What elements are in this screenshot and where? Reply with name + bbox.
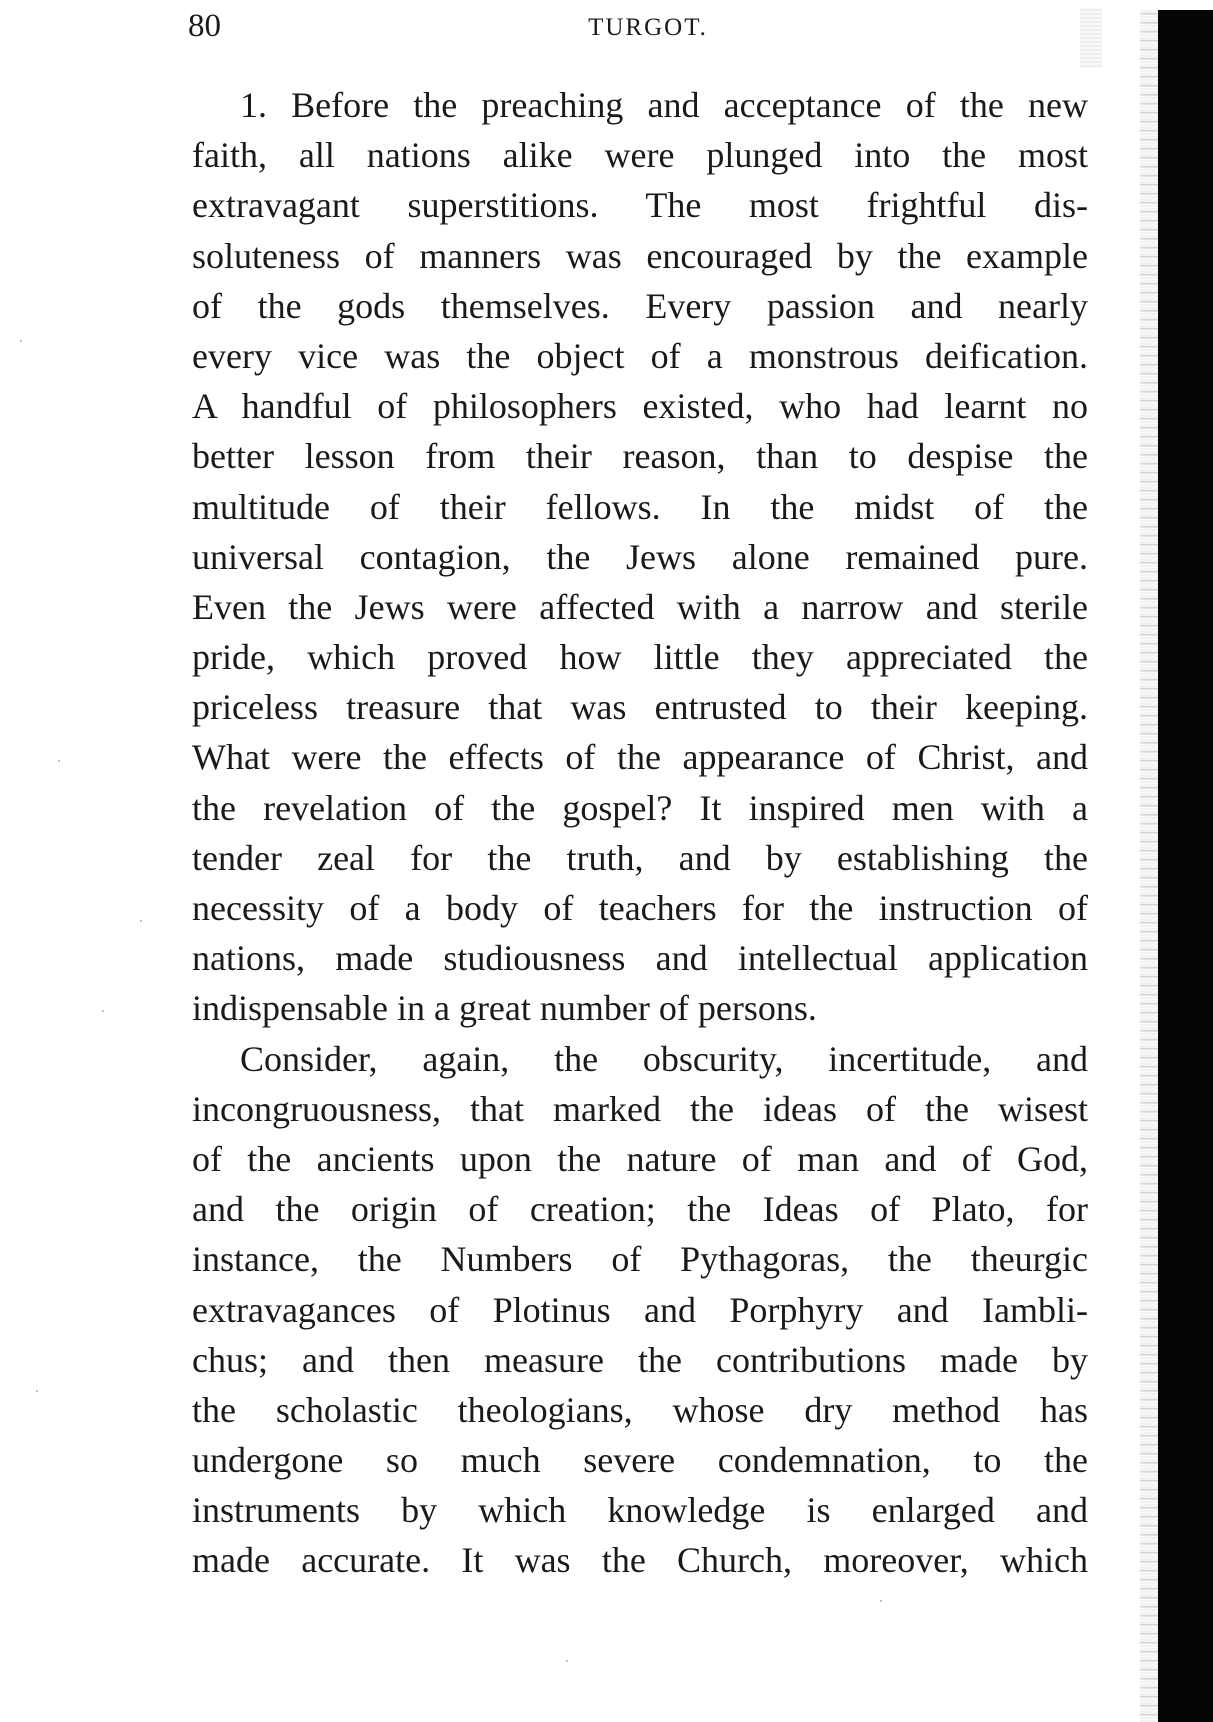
text-line: indispensable in a great number of persons. bbox=[192, 988, 817, 1029]
paper-speck bbox=[36, 1390, 38, 1392]
running-head bbox=[188, 4, 1088, 48]
text-line: extravagant superstitions. The most frightful dis- bbox=[192, 185, 1088, 226]
text-line: multitude of their fellows. In the midst of the bbox=[192, 486, 1088, 527]
running-title: TURGOT. bbox=[588, 14, 708, 41]
text-line: undergone so much severe condemnation, to the bbox=[192, 1440, 1088, 1481]
paper-speck bbox=[880, 1600, 882, 1602]
text-line: Even the Jews were affected with a narrow and sterile bbox=[192, 586, 1088, 627]
text-line: nations, made studiousness and intellectual application bbox=[192, 938, 1088, 979]
paper-speck bbox=[140, 920, 142, 922]
text-line: the revelation of the gospel? It inspired men with a bbox=[192, 787, 1088, 828]
text-line: better lesson from their reason, than to despise the bbox=[192, 436, 1088, 477]
text-line: necessity of a body of teachers for the instruction of bbox=[192, 888, 1088, 928]
text-line: the scholastic theologians, whose dry method has bbox=[192, 1389, 1088, 1430]
text-line: A handful of philosophers existed, who had learnt no bbox=[192, 386, 1088, 427]
text-line: of the gods themselves. Every passion and nearly bbox=[192, 285, 1088, 326]
page-edge-shadow bbox=[1140, 10, 1160, 1722]
paragraph-2 bbox=[192, 1034, 1088, 1586]
binding-edge bbox=[1158, 10, 1213, 1722]
text-line: instance, the Numbers of Pythagoras, the theurgic bbox=[192, 1239, 1088, 1280]
text-line: faith, all nations alike were plunged into the most bbox=[192, 135, 1088, 176]
text-line: instruments by which knowledge is enlarged and bbox=[192, 1490, 1088, 1531]
text-line: made accurate. It was the Church, moreover, which bbox=[192, 1540, 1088, 1581]
text-line: What were the effects of the appearance of Christ, and bbox=[192, 737, 1088, 778]
text-line: tender zeal for the truth, and by establishing the bbox=[192, 837, 1088, 878]
body-text bbox=[192, 80, 1088, 1586]
text-line: chus; and then measure the contributions made by bbox=[192, 1339, 1088, 1380]
text-line: extravagances of Plotinus and Porphyry and Iambli- bbox=[192, 1289, 1088, 1330]
page-number: 80 bbox=[188, 8, 221, 44]
paper-speck bbox=[566, 1660, 568, 1662]
text-line: every vice was the object of a monstrous deification. bbox=[192, 335, 1088, 376]
paper-speck bbox=[20, 340, 22, 342]
paper-speck bbox=[102, 1010, 104, 1012]
text-line: and the origin of creation; the Ideas of Plato, for bbox=[192, 1189, 1088, 1230]
text-line: 1. Before the preaching and acceptance of the new bbox=[240, 85, 1088, 125]
text-line: soluteness of manners was encouraged by the example bbox=[192, 235, 1088, 276]
paragraph-1 bbox=[192, 80, 1088, 1034]
text-line: Consider, again, the obscurity, incertitude, and bbox=[240, 1038, 1088, 1079]
text-line: universal contagion, the Jews alone remained pure. bbox=[192, 536, 1088, 577]
paper-speck bbox=[58, 760, 60, 762]
text-line: of the ancients upon the nature of man and of God, bbox=[192, 1138, 1088, 1179]
text-line: priceless treasure that was entrusted to their keeping. bbox=[192, 687, 1088, 728]
show-through-mark bbox=[1080, 8, 1102, 68]
text-line: incongruousness, that marked the ideas of the wisest bbox=[192, 1088, 1088, 1129]
text-line: pride, which proved how little they appreciated the bbox=[192, 637, 1088, 678]
